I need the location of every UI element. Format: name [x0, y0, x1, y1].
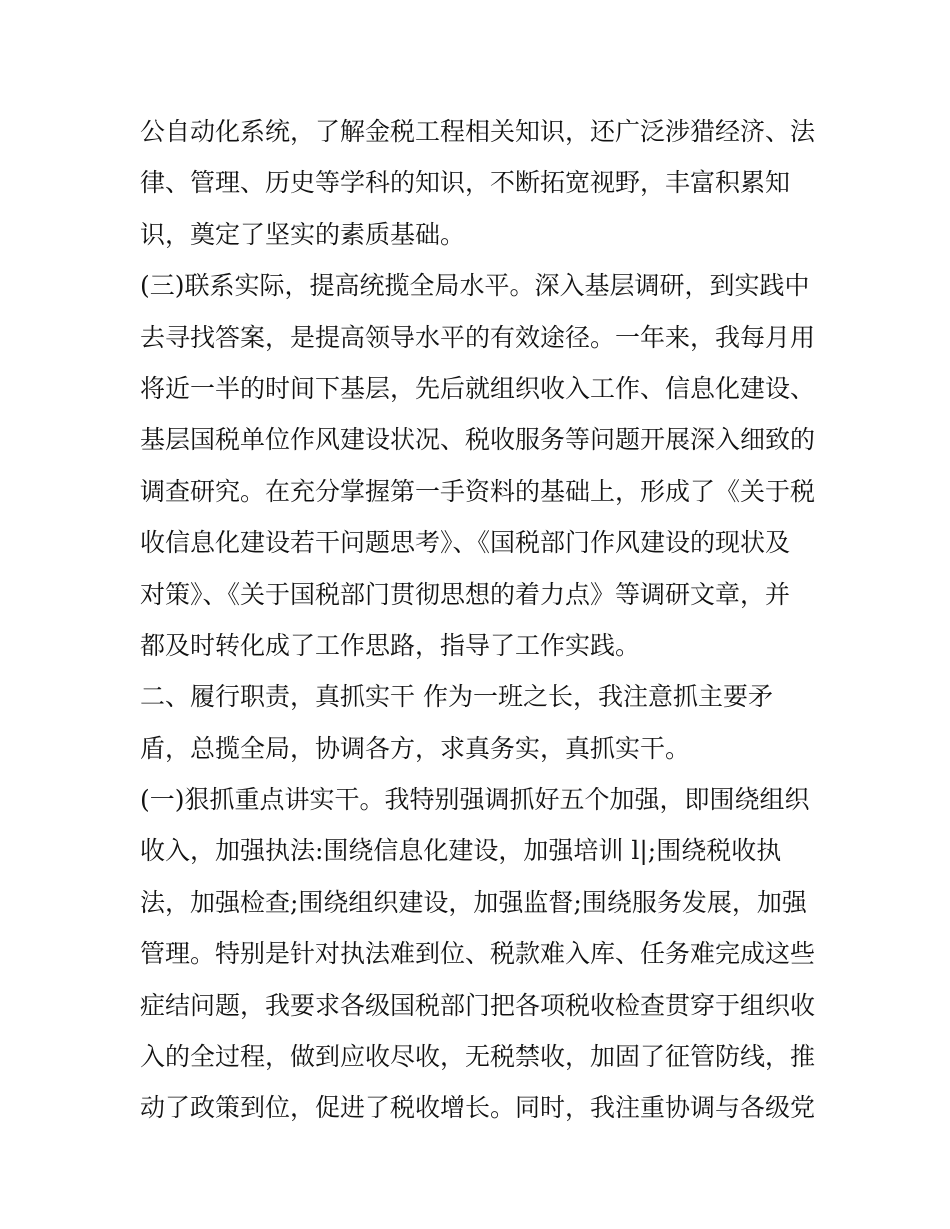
text-line-13: 盾，总揽全局，协调各方，求真务实，真抓实干。 [140, 733, 691, 763]
text-line-3: 识，奠定了坚实的素质基础。 [140, 219, 466, 249]
text-line-2: 律、管理、历史等学科的知识，不断拓宽视野，丰富积累知 [140, 168, 791, 198]
text-line-16: 法，加强检查;围绕组织建设，加强监督;围绕服务发展，加强 [140, 887, 807, 917]
text-line-10: 对策》、《关于国税部门贯彻思想的着力点》等调研文章，并 [140, 579, 791, 609]
text-line-9: 收信息化建设若干问题思考》、《国税部门作风建设的现状及 [140, 528, 791, 558]
text-line-8: 调查研究。在充分掌握第一手资料的基础上，形成了《关于税 [140, 476, 816, 506]
section-heading-1: (一)狠抓重点讲实干。我特别强调抓好五个加强，即围绕组织 [140, 785, 810, 815]
text-line-7: 基层国税单位作风建设状况、税收服务等问题开展深入细致的 [140, 425, 816, 455]
body-text [140, 106, 820, 1134]
section-heading-2: 二、履行职责，真抓实干 作为一班之长，我注意抓主要矛 [140, 682, 773, 712]
section-heading-3: (三)联系实际，提高统揽全局水平。深入基层调研，到实践中 [140, 271, 810, 301]
text-line-19: 入的全过程，做到应收尽收，无税禁收，加固了征管防线，推 [140, 1042, 816, 1072]
text-line-6: 将近一半的时间下基层，先后就组织收入工作、信息化建设、 [140, 373, 816, 403]
text-line-15: 收入，加强执法:围绕信息化建设，加强培训 l|;围绕税收执 [140, 836, 782, 866]
text-line-20: 动了政策到位，促进了税收增长。同时，我注重协调与各级党 [140, 1093, 816, 1123]
text-line-1: 公自动化系统，了解金税工程相关知识，还广泛涉猎经济、法 [140, 117, 816, 146]
text-line-17: 管理。特别是针对执法难到位、税款难入库、任务难完成这些 [140, 939, 816, 969]
text-line-5: 去寻找答案，是提高领导水平的有效途径。一年来，我每月用 [140, 322, 816, 352]
text-line-18: 症结问题，我要求各级国税部门把各项税收检查贯穿于组织收 [140, 990, 816, 1020]
text-line-11: 都及时转化成了工作思路，指导了工作实践。 [140, 630, 641, 660]
